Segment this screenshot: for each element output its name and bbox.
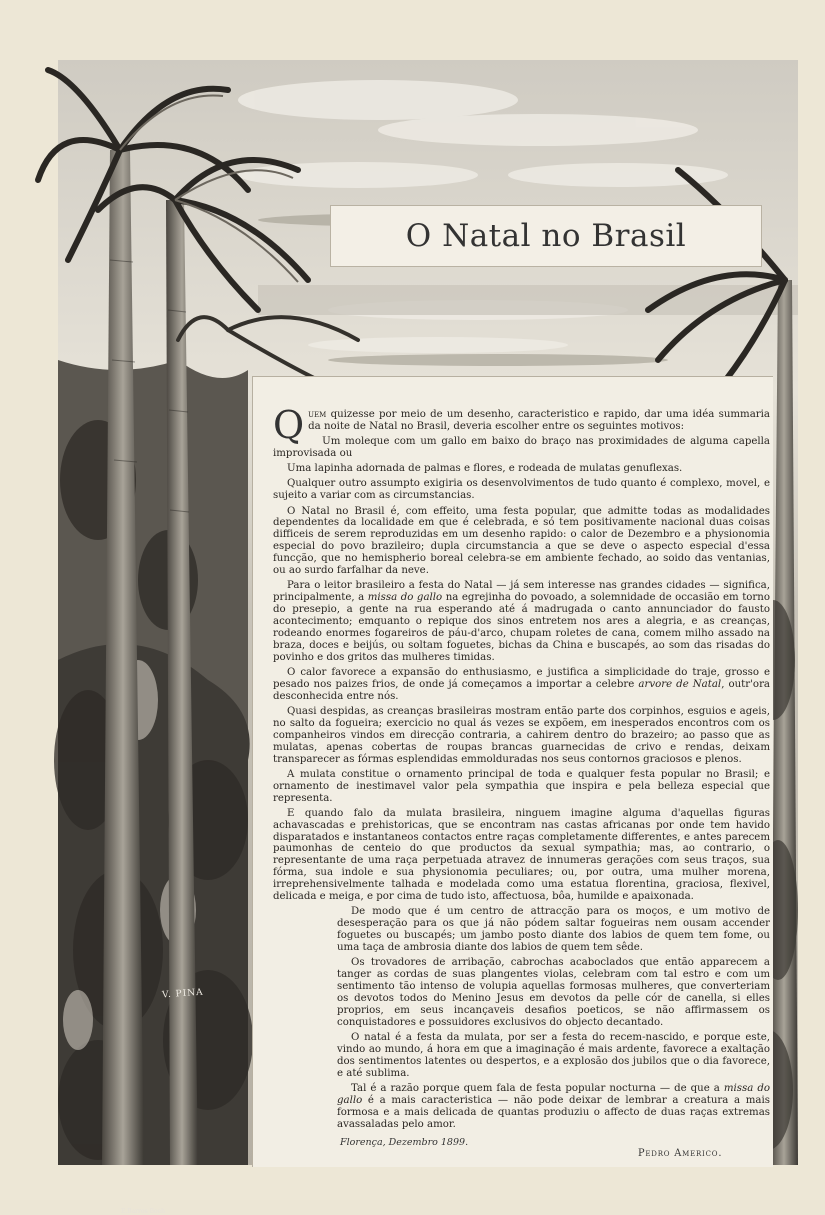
emphasis-text: missa do gallo <box>367 592 443 604</box>
article-paragraph <box>273 403 770 447</box>
artist-signature: V. PINA <box>161 987 204 1001</box>
article-paragraph: Quasi despidas, as creanças brasileiras mostram então parte dos corpinhos, esguios e ageis, no salto da fogueira; exercicio no qual ás vezes se expõem, em inesperados encontros com os companheiros vindos em direcção contraria, a cahirem dentro do brazeiro; ao passo que as mulatas, apenas cobertas de roupas brancas guarnecidas de crivo e rendas, deixam transparecer as fórmas esplendidas emmolduradas nos seus contornos graciosos e plenos. <box>273 705 770 765</box>
article-paragraph: E quando falo da mulata brasileira, ninguem imagine alguma d'aquellas figuras achavascadas e prehistoricas, que se encontram nas castas africanas por onde tem havido disparatados e instantaneos contactos entre raças completamente differentes, e antes parecem paumonhas de centeio do que productos da sexual sympathia; mas, ao contrario, o representante de uma raça perpetuada atravez de innumeras gerações com seus traços, sua fórma, sua indole e sua physionomia peculiares; ou, por outra, uma mulher morena, irreprehensivelmente talhada e modelada como uma estatua florentina, graciosa, flexivel, delicada e meiga, e por cima de tudo isto, affectuosa, bôa, humilde e apaixonada. <box>273 807 770 903</box>
page-title: O Natal no Brasil <box>405 218 687 254</box>
dateline: Florença, Dezembro 1899. <box>340 1137 469 1148</box>
article-paragraph <box>273 1083 770 1131</box>
paragraph-text: Tal é a razão porque quem fala de festa popular nocturna — de que a <box>351 1082 724 1094</box>
emphasis-text: missa do gallo <box>337 1082 770 1106</box>
lead-word: uem <box>308 409 327 420</box>
article-paragraph: De modo que é um centro de attracção para os moços, e um motivo de desesperação para os que já não pódem saltar fogueiras nem ousam accender foguetes ou buscapés; um jambo posto diante dos labios de quem tem fome, ou uma taça de ambrosia diante dos labios de quem tem sêde. <box>337 906 770 954</box>
article-paragraph: Qualquer outro assumpto exigiria os desenvolvimentos de tudo quanto é complexo, movel, e sujeito a variar com as circumstancias. <box>273 478 770 502</box>
paragraph-text: quizesse por meio de um desenho, caracteristico e rapido, dar uma idéa summaria da noite de Natal no Brasil, deveria escolher entre os seguintes motivos: <box>308 409 770 432</box>
article-paragraph <box>273 580 770 663</box>
emphasis-text: arvore de Natal <box>638 678 722 690</box>
author-signature: Pedro Americo. <box>638 1148 723 1159</box>
article-paragraph: Os trovadores de arribação, cabrochas acaboclados que então apparecem a tanger as cordas de suas plangentes violas, celebram com tal estro e com um sentimento tão intenso de volupia aquellas formosas mulheres, que converteriam os devotos todos do Menino Jesus em devotos da pelle cór de canella, si elles proprios, em seus incançaveis desafios poeticos, se não affirmassem os conquistadores e possuidores exclusivos do objecto decantado. <box>337 957 770 1028</box>
article-paragraph: Uma lapinha adornada de palmas e flores, e rodeada de mulatas genuflexas. <box>287 463 683 475</box>
article-paragraph: O Natal no Brasil é, com effeito, uma festa popular, que admitte todas as modalidades dependentes da localidade em que é celebrada, e só tem positivamente nacional duas coisas difficeis de serem reproduzidas em um desenho rapido: o calor de Dezembro e a physionomia especial do povo brazileiro; dupla circumstancia a que se deve o aspecto especial d'essa funcção, que no hemispherio boreal celebra-se em ambiente fechado, ao soido das ventanias, ou ao surdo farfalhar da neve. <box>273 505 770 577</box>
paragraph-text: Para o leitor brasileiro a festa do Natal — já sem interesse nas grandes cidades — significa, principalmente, a <box>273 580 770 604</box>
article-paragraph <box>273 667 770 703</box>
paragraph-text: , outr'ora desconhecida entre nós. <box>273 678 771 702</box>
article-body <box>273 403 771 1134</box>
article-paragraph: O natal é a festa da mulata, por ser a festa do recem-nascido, e porque este, vindo ao mundo, á hora em que a imaginação é mais ardente, favorece a exaltação dos sentimentos latentes ou despertos, e a explosão dos jubilos que o dia favorece, e até sublima. <box>337 1031 770 1079</box>
paragraph-text: O calor favorece a expansão do enthusiasmo, e justifica a simplicidade do traje, grosso e pesado nos paizes frios, de onde já começamos a importar a celebre <box>273 666 770 690</box>
drop-cap: Q <box>273 403 305 447</box>
title-banner <box>330 205 762 267</box>
paragraph-text: na egrejinha do povoado, a solemnidade de occasião em torno do presepio, a gente na rua esperando até á madrugada o canto annunciador do fausto acontecimento; emquanto o repique dos sinos entretem nos ares a alegria, e as creanças, rodeando enormes fogareiros de páu-d'arco, chupam roletes de cana, comem milho assado na braza, doces e beijús, ou soltam foguetes, bichas da China e buscapés, ao som das risadas do povinho e dos gritos das mulheres timidas. <box>273 592 770 663</box>
engraver-mark: E.Barros Boeh <box>121 1208 166 1215</box>
article-paragraph: A mulata constitue o ornamento principal de toda e qualquer festa popular no Brasil; e ornamento de inestimavel valor pela sympathia que inspira e pela belleza especial que representa. <box>273 768 770 804</box>
paragraph-text: é a mais caracteristica — não pode deixar de lembrar a creatura a mais formosa e a mais delicada de quantas produziu o affecto de duas raças extremas avassaladas pelo amor. <box>337 1094 770 1130</box>
article-paragraph: Um moleque com um gallo em baixo do braço nas proximidades de alguma capella improvisada ou <box>273 436 770 460</box>
